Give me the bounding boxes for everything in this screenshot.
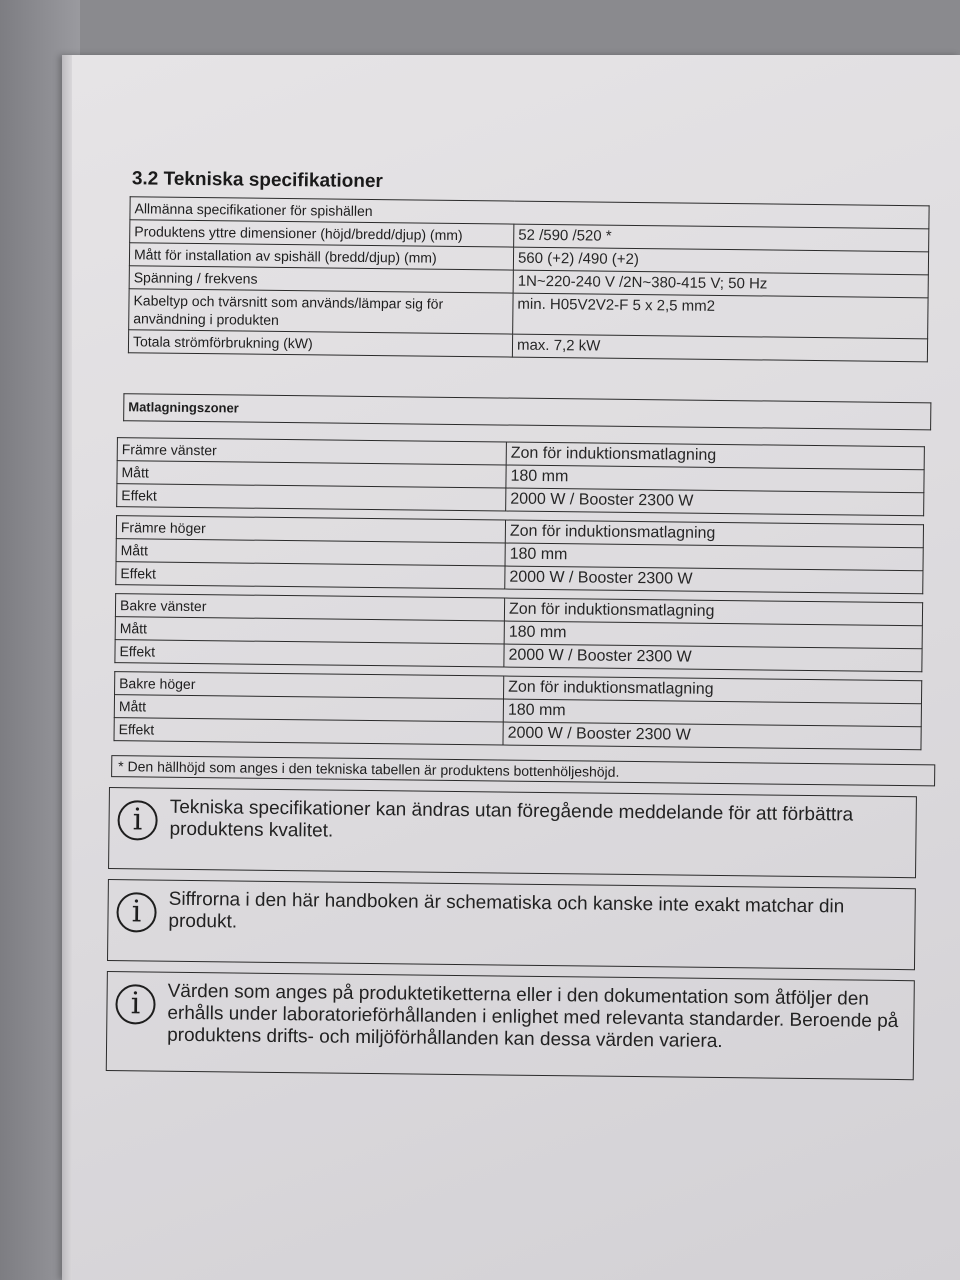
zone-front-left-table [116,437,925,516]
section-title: 3.2 Tekniska specifikationer [131,168,383,193]
zone-rear-right-table [113,671,922,750]
info-note-text: Siffrorna i den här handboken är schematiska och kanske inte exakt matchar din produkt. [168,888,845,933]
zone-type: Zon för induktionsmatlagning [506,442,924,470]
zone-power: 2000 W / Booster 2300 W [506,488,924,516]
zone-type: Zon för induktionsmatlagning [504,676,922,704]
zone-name: Främre vänster [117,438,506,465]
info-note-1 [108,787,917,878]
zone-size-label: Mått [117,461,506,488]
info-note-text: Värden som anges på produktetiketterna eller i den dokumentation som åtföljer den erhålls under laboratorieförhållanden i enlighet med relevanta standarder. Beroende på produktens drifts- och miljöförhållanden kan dessa värden variera. [167,980,899,1053]
info-note-text: Tekniska specifikationer kan ändras utan föregående meddelande för att förbättra produktens kvalitet. [169,796,854,842]
zone-power-label: Effekt [117,484,506,511]
zone-power-label: Effekt [115,640,504,667]
page-content [98,168,938,1080]
page-edge [62,55,72,1280]
zone-size-label: Mått [115,617,504,644]
zone-power: 2000 W / Booster 2300 W [503,722,921,750]
zone-size: 180 mm [505,543,923,571]
general-spec-header: Allmänna specifikationer för spishällen [130,197,929,229]
zone-size-label: Mått [116,539,505,566]
cooking-zones-header [123,393,931,430]
cooking-zones-title: Matlagningszoner [124,394,931,430]
zone-type: Zon för induktionsmatlagning [505,520,923,548]
zone-size: 180 mm [503,699,921,727]
zone-name: Bakre vänster [115,594,504,621]
info-icon: i [115,984,155,1024]
footnote: * Den hällhöjd som anges i den tekniska tabellen är produktens bottenhöljeshöjd. [111,755,935,786]
zone-power-label: Effekt [116,562,505,589]
zone-power: 2000 W / Booster 2300 W [505,566,923,594]
general-spec-table [128,196,930,362]
zone-name: Bakre höger [115,672,504,699]
zone-power-label: Effekt [114,718,503,745]
spec-label: Mått för installation av spishäll (bredd/djup) (mm) [129,243,513,270]
spec-value: max. 7,2 kW [512,334,927,362]
info-icon: i [116,892,156,932]
spec-label: Totala strömförbrukning (kW) [128,330,512,357]
zone-size: 180 mm [506,465,924,493]
spec-value: 52 /590 /520 * [514,224,929,252]
zone-name: Främre höger [116,516,505,543]
spec-label: Spänning / frekvens [129,266,513,293]
zone-size-label: Mått [114,695,503,722]
spec-label: Kabeltyp och tvärsnitt som används/lämpar sig för användning i produkten [129,289,513,334]
info-note-3 [106,971,915,1080]
info-note-2 [107,879,916,970]
zone-front-right-table [115,515,924,594]
info-icon: i [117,800,157,840]
spec-value: 1N~220-240 V /2N~380-415 V; 50 Hz [513,270,928,298]
spec-value: 560 (+2) /490 (+2) [513,247,928,275]
zone-type: Zon för induktionsmatlagning [504,598,922,626]
zone-size: 180 mm [504,621,922,649]
zone-rear-left-table [114,593,923,672]
spec-label: Produktens yttre dimensioner (höjd/bredd/djup) (mm) [130,220,514,247]
spec-value: min. H05V2V2-F 5 x 2,5 mm2 [513,293,928,339]
zone-power: 2000 W / Booster 2300 W [504,644,922,672]
